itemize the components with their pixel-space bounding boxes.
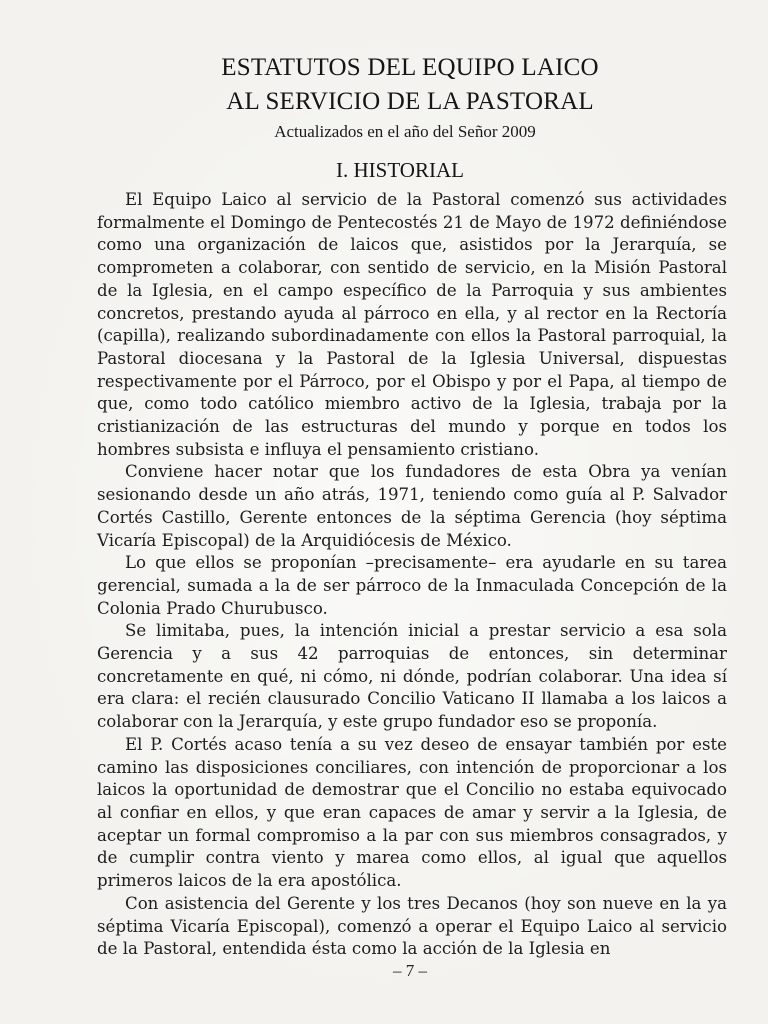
paragraph-3: Lo que ellos se proponían –precisamente– era ayudarle en su tarea gerencial, sumada a la de ser párroco de la Inmaculada Concepción de la Colonia Prado Churubusco. xyxy=(97,553,727,618)
document-subtitle: Actualizados en el año del Señor 2009 xyxy=(274,122,536,141)
paragraph-2: Conviene hacer notar que los fundadores de esta Obra ya venían sesionando desde un año atrás, 1971, teniendo como guía al P. Salvador Cortés Castillo, Gerente entonces de la séptima Gerencia (hoy séptima Vicaría Episcopal) de la Arquidiócesis de México. xyxy=(97,462,727,550)
page-number: – 7 – xyxy=(393,961,427,980)
body-text xyxy=(97,189,727,961)
document-title-line-1: ESTATUTOS DEL EQUIPO LAICO xyxy=(221,54,599,81)
document-title-line-2: AL SERVICIO DE LA PASTORAL xyxy=(226,88,594,115)
paragraph-4: Se limitaba, pues, la intención inicial a prestar servicio a esa sola Gerencia y a sus 42 parroquias de entonces, sin determinar concretamente en qué, ni cómo, ni dónde, podrían colaborar. Una idea sí era clara: el recién clausurado Concilio Vaticano II llamaba a los laicos a colaborar con la Jerarquía, y este grupo fundador eso se proponía. xyxy=(97,621,727,732)
paragraph-1: El Equipo Laico al servicio de la Pastoral comenzó sus actividades formalmente el Domingo de Pentecostés 21 de Mayo de 1972 definiéndose como una organización de laicos que, asistidos por la Jerarquía, se comprometen a colaborar, con sentido de servicio, en la Misión Pastoral de la Iglesia, en el campo específico de la Parroquia y sus ambientes concretos, prestando ayuda al párroco en ella, y al rector en la Rectoría (capilla), realizando subordinadamente con ellos la Pastoral parroquial, la Pastoral diocesana y la Pastoral de la Iglesia Universal, dispuestas respectivamente por el Párroco, por el Obispo y por el Papa, al tiempo de que, como todo católico miembro activo de la Iglesia, trabaja por la cristianización de las estructuras del mundo y porque en todos los hombres subsista e influya el pensamiento cristiano. xyxy=(97,190,727,459)
section-heading: I. HISTORIAL xyxy=(336,158,464,182)
paragraph-6: Con asistencia del Gerente y los tres Decanos (hoy son nueve en la ya séptima Vicaría Episcopal), comenzó a operar el Equipo Laico al servicio de la Pastoral, entendida ésta como la acción de la Iglesia en xyxy=(97,893,727,959)
paragraph-5: El P. Cortés acaso tenía a su vez deseo de ensayar también por este camino las disposiciones conciliares, con intención de proporcionar a los laicos la oportunidad de demostrar que el Concilio no estaba equivocado al confiar en ellos, y que eran capaces de amar y servir a la Iglesia, de aceptar un formal compromiso a la par con sus miembros consagrados, y de cumplir contra viento y marea como ellos, al igual que aquellos primeros laicos de la era apostólica. xyxy=(97,734,727,891)
